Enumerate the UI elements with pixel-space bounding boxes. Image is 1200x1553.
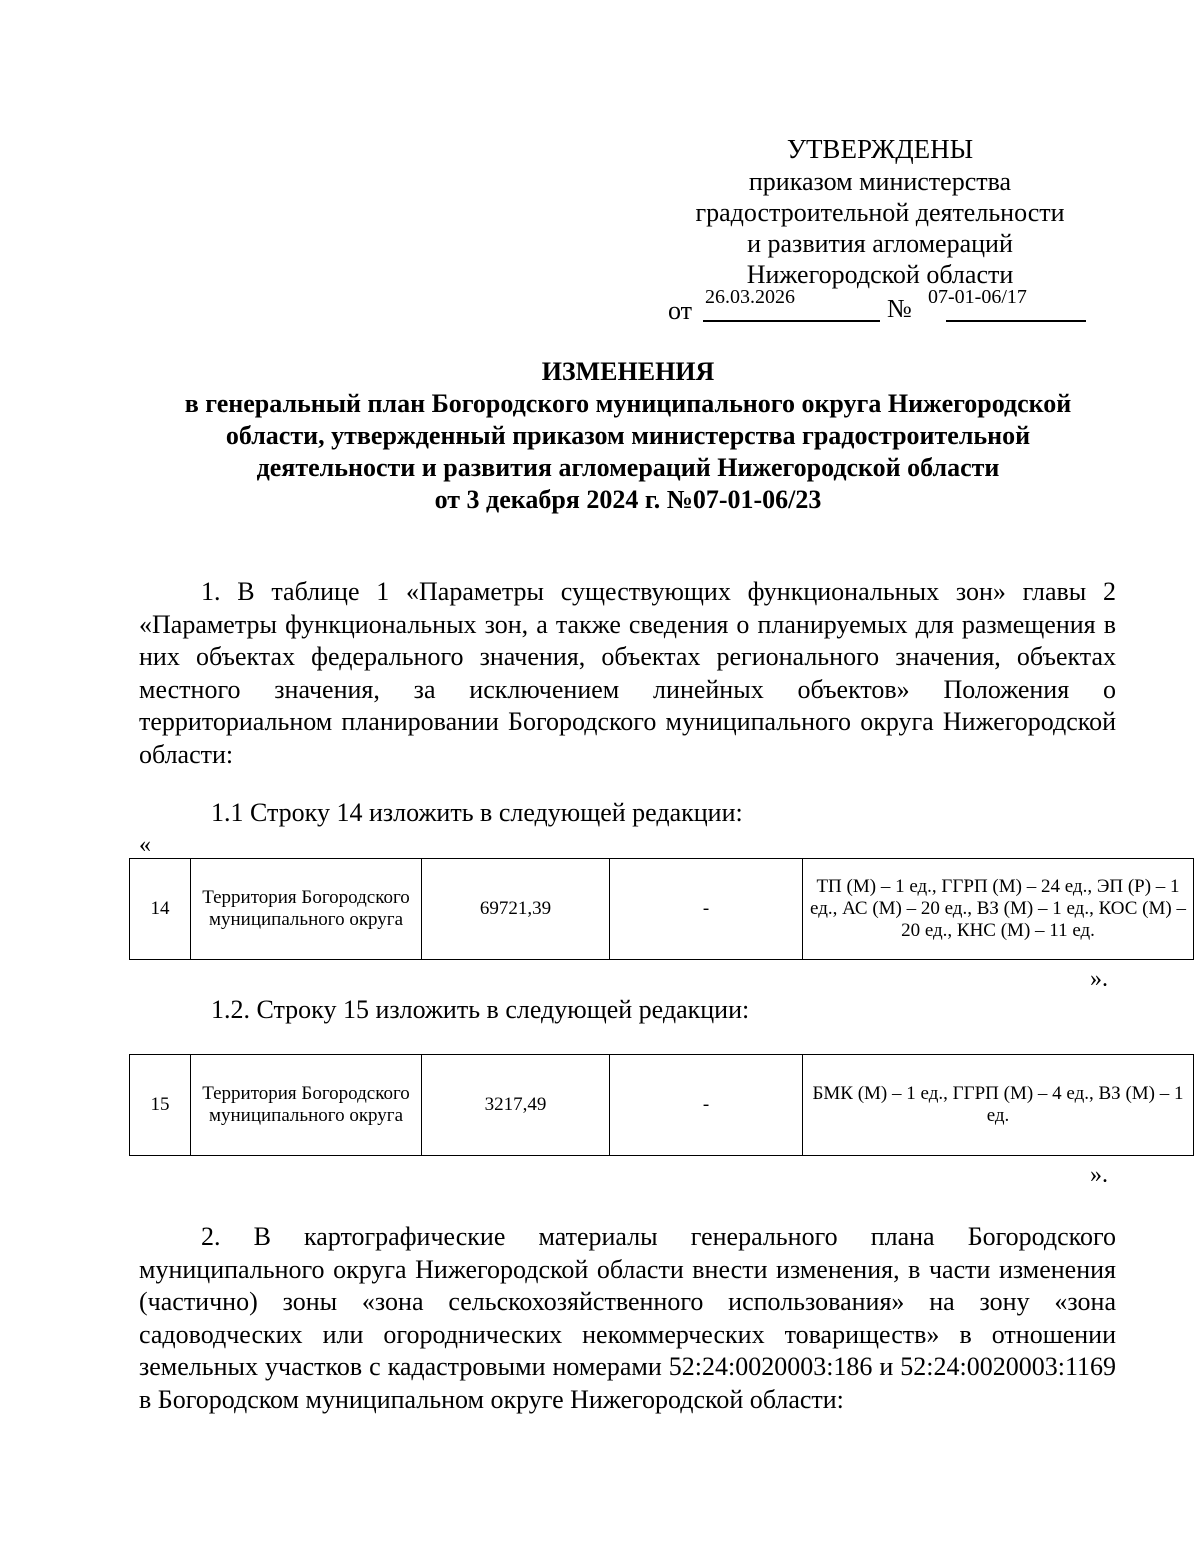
section-1-2-label: 1.2. Строку 15 изложить в следующей редакции:	[211, 995, 750, 1024]
approval-block	[660, 132, 1100, 290]
number-label: №	[887, 294, 912, 323]
row-number: 15	[130, 1055, 191, 1156]
section-1-1-label: 1.1 Строку 14 изложить в следующей редакции:	[211, 798, 743, 827]
table-row-14	[129, 858, 1194, 960]
row-name: Территория Богородского муниципального округа	[191, 1055, 422, 1156]
document-title	[130, 356, 1126, 516]
paragraph-2: 2. В картографические материалы генерального плана Богородского муниципального округа Нижегородской области внести изменения, в части изменения (частично) зоны «зона сельскохозяйственного использования» на зону «зона садоводческих или огороднических некоммерческих товариществ» в отношении земельных участков с кадастровыми номерами 52:24:0020003:186 и 52:24:0020003:1169 в Богородском муниципальном округе Нижегородской области:	[139, 1222, 1116, 1414]
from-label: от	[668, 296, 693, 325]
paragraph-1: 1. В таблице 1 «Параметры существующих функциональных зон» главы 2 «Параметры функциональных зон, а также сведения о планируемых для размещения в них объектах федерального значения, объектах регионального значения, объектах местного значения, за исключением линейных объектов» Положения о территориальном планировании Богородского муниципального округа Нижегородской области:	[139, 577, 1116, 769]
title-line-1: в генеральный план Богородского муниципального округа Нижегородской	[184, 389, 1072, 418]
approval-number-field	[928, 286, 1086, 322]
approval-line-3: и развития агломераций	[747, 229, 1013, 258]
approval-date-field	[703, 286, 880, 322]
title-line-4: от 3 декабря 2024 г. №07-01-06/23	[434, 485, 822, 514]
title-main: ИЗМЕНЕНИЯ	[541, 357, 715, 386]
row-dash: -	[610, 859, 803, 960]
approval-line-2: градостроительной деятельности	[695, 198, 1065, 227]
approval-date-number-line	[0, 284, 1200, 324]
row-dash: -	[610, 1055, 803, 1156]
approval-date: 26.03.2026	[705, 286, 795, 308]
quote-close-1: ».	[1090, 966, 1108, 992]
row-name: Территория Богородского муниципального округа	[191, 859, 422, 960]
approval-heading: УТВЕРЖДЕНЫ	[786, 134, 974, 164]
quote-close-2: ».	[1090, 1162, 1108, 1188]
table-row	[130, 859, 1194, 960]
row-area: 69721,39	[422, 859, 610, 960]
approval-line-4: Нижегородской области	[746, 260, 1014, 289]
quote-open: «	[139, 832, 151, 858]
table-row-15	[129, 1054, 1194, 1156]
title-line-2: области, утвержденный приказом министерства градостроительной	[225, 421, 1031, 450]
row-area: 3217,49	[422, 1055, 610, 1156]
table-row	[130, 1055, 1194, 1156]
approval-line-1: приказом министерства	[748, 167, 1012, 196]
approval-number: 07-01-06/17	[928, 286, 1027, 308]
row-number: 14	[130, 859, 191, 960]
row-objects: ТП (М) – 1 ед., ГГРП (М) – 24 ед., ЭП (Р) – 1 ед., АС (М) – 20 ед., ВЗ (М) – 1 ед., КОС (М) – 20 ед., КНС (М) – 11 ед.	[803, 859, 1194, 960]
row-objects: БМК (М) – 1 ед., ГГРП (М) – 4 ед., ВЗ (М) – 1 ед.	[803, 1055, 1194, 1156]
title-line-3: деятельности и развития агломераций Нижегородской области	[256, 453, 1000, 482]
